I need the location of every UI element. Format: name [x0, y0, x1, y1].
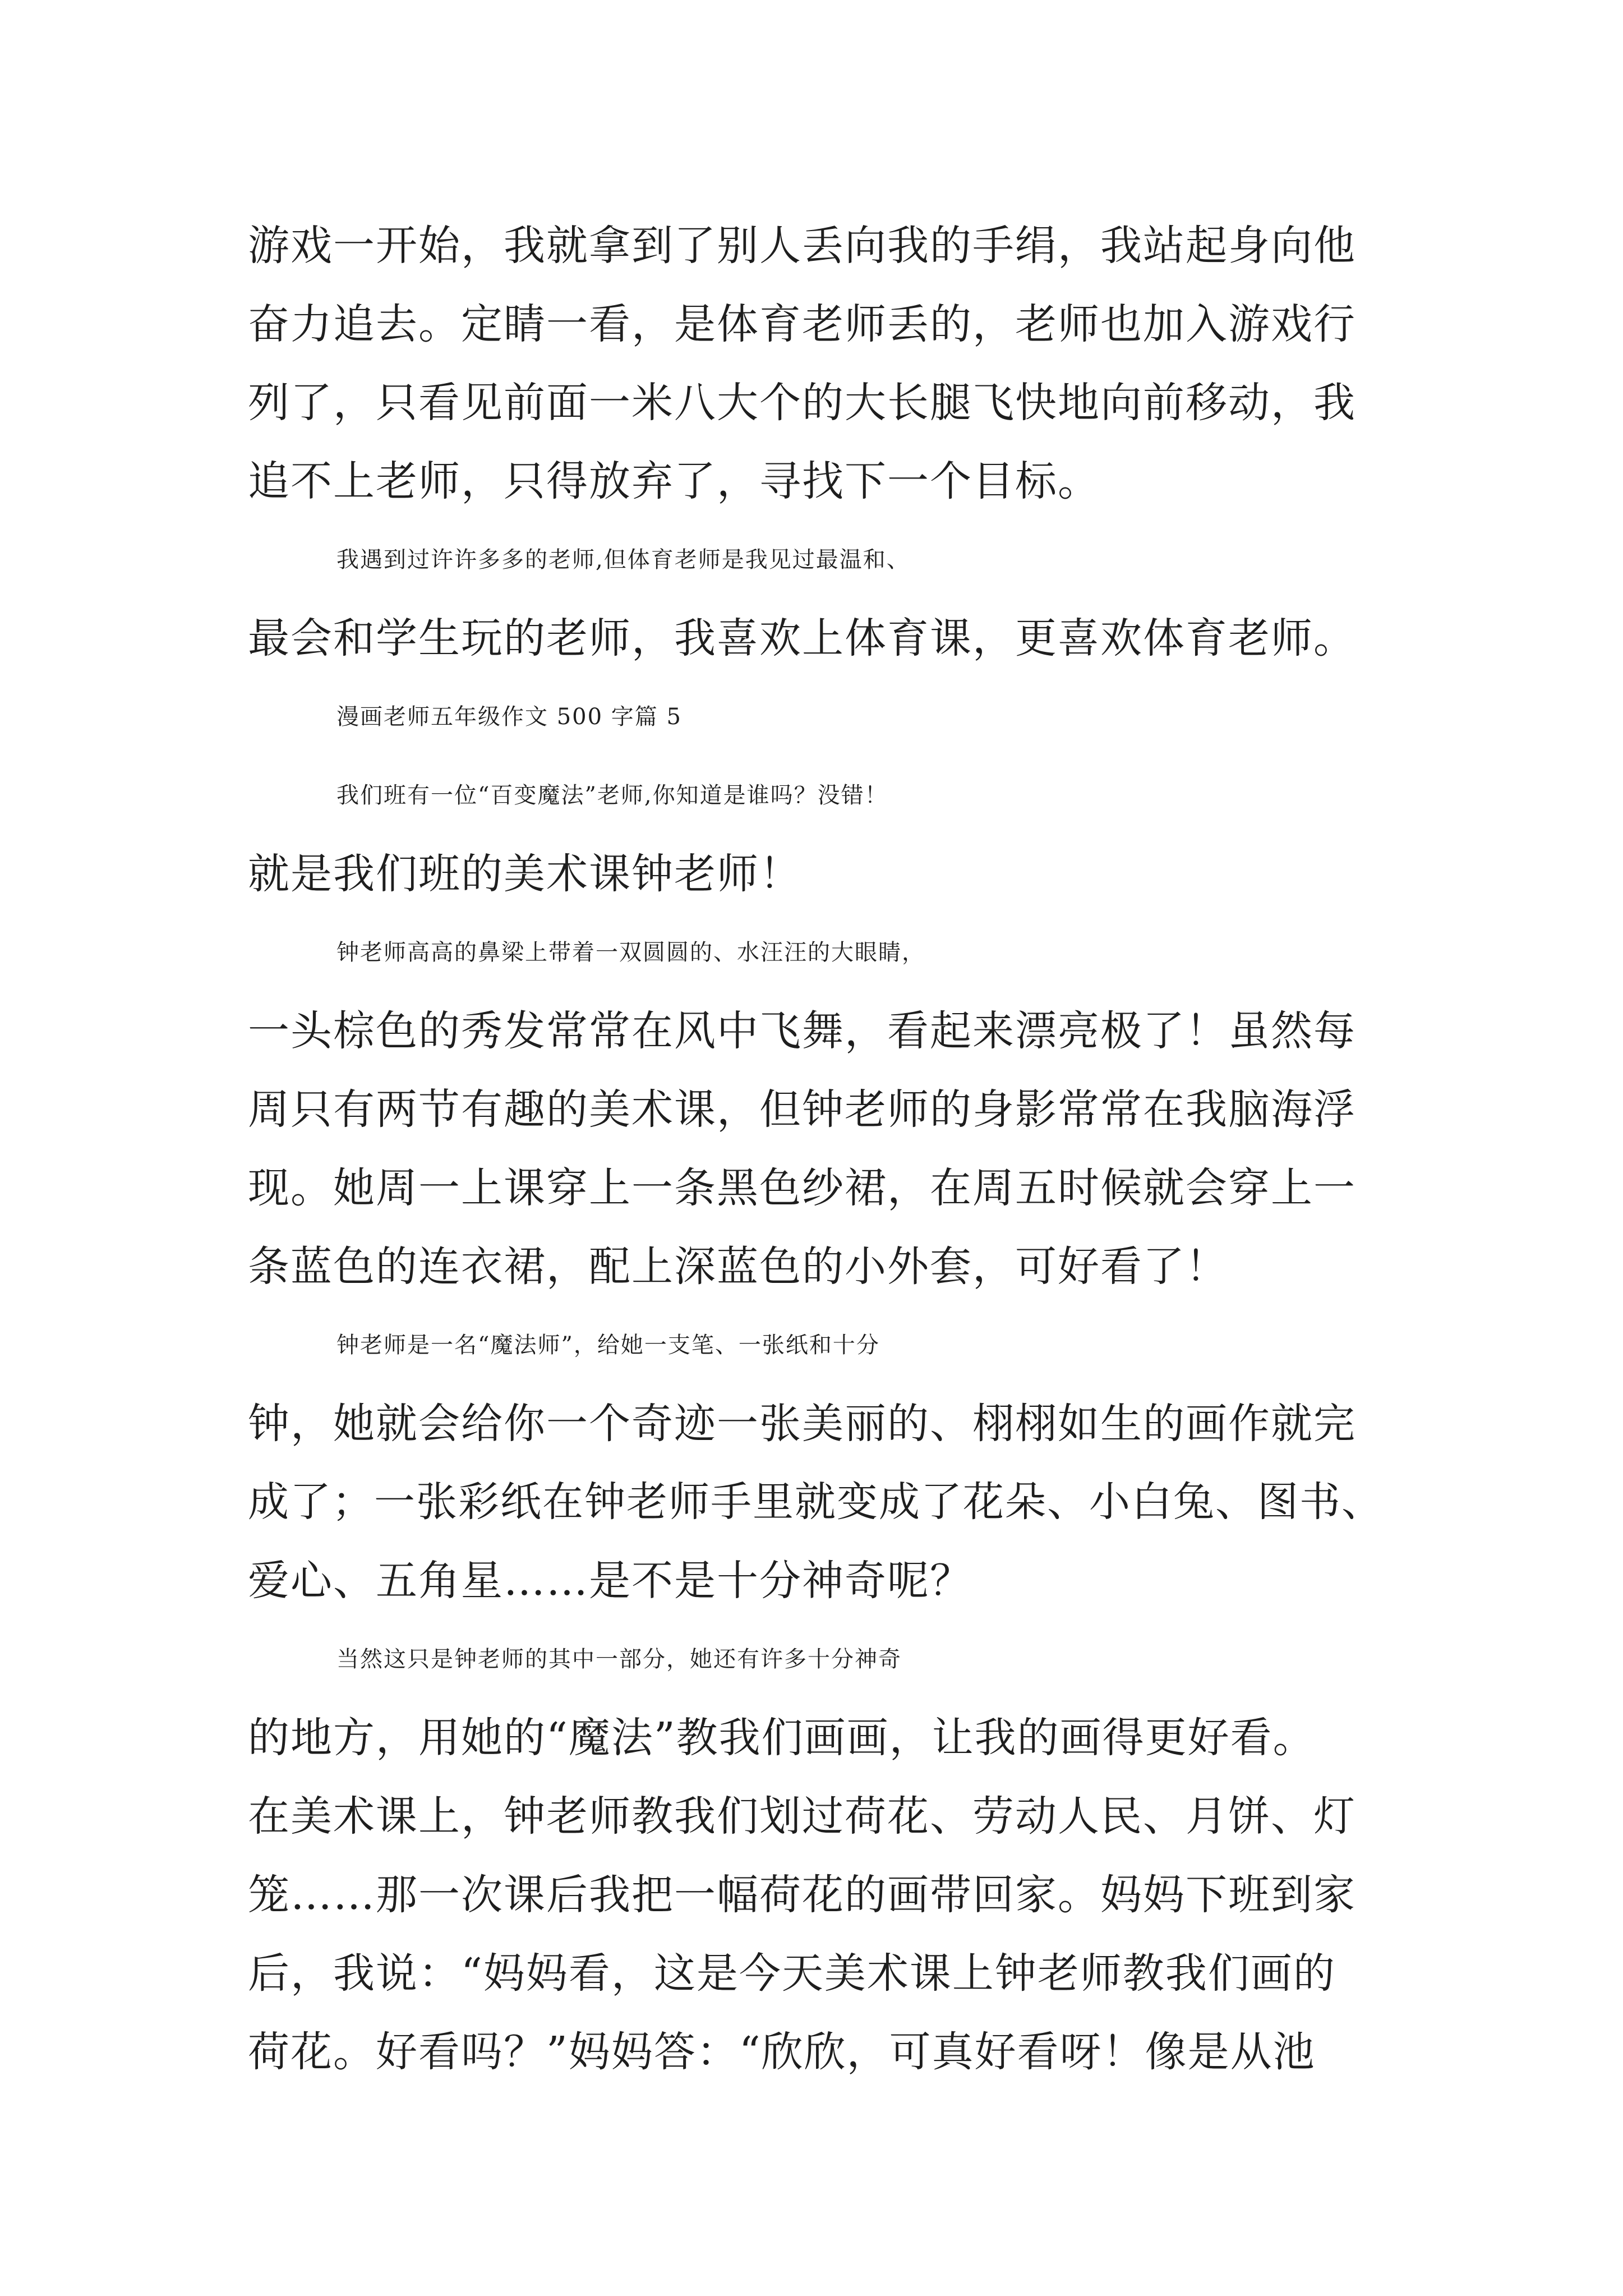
- text-line: 一头棕色的秀发常常在风中飞舞，看起来漂亮极了！虽然每: [248, 1007, 1356, 1055]
- text-line: 现。她周一上课穿上一条黑色纱裙，在周五时候就会穿上一: [248, 1164, 1356, 1212]
- text-line: 我们班有一位“百变魔法”老师,你知道是谁吗？没错！: [336, 783, 888, 808]
- text-line: 当然这只是钟老师的其中一部分，她还有许多十分神奇: [336, 1646, 902, 1672]
- text-line: 游戏一开始，我就拿到了别人丢向我的手绢，我站起身向他: [248, 222, 1356, 270]
- section-heading: 漫画老师五年级作文 500 字篇 5: [336, 704, 682, 730]
- text-line: 钟，她就会给你一个奇迹一张美丽的、栩栩如生的画作就完: [248, 1400, 1356, 1448]
- text-line: 条蓝色的连衣裙，配上深蓝色的小外套，可好看了！: [248, 1243, 1228, 1291]
- text-line: 列了，只看见前面一米八大个的大长腿飞快地向前移动，我: [248, 379, 1356, 427]
- text-line: 在美术课上，钟老师教我们划过荷花、劳动人民、月饼、灯: [248, 1792, 1356, 1841]
- text-line: 爱心、五角星……是不是十分神奇呢？: [248, 1557, 972, 1605]
- text-line: 我遇到过许许多多的老师,但体育老师是我见过最温和、: [336, 547, 910, 573]
- text-line: 就是我们班的美术课钟老师！: [248, 850, 802, 898]
- text-line: 钟老师高高的鼻梁上带着一双圆圆的、水汪汪的大眼睛，: [336, 940, 925, 965]
- text-line: 钟老师是一名“魔法师”，给她一支笔、一张纸和十分: [336, 1332, 880, 1358]
- text-line: 荷花。好看吗？”妈妈答：“欣欣，可真好看呀！像是从池: [248, 2028, 1316, 2076]
- text-line: 成了；一张彩纸在钟老师手里就变成了花朵、小白兔、图书、: [248, 1478, 1384, 1526]
- text-line: 奋力追去。定睛一看，是体育老师丢的，老师也加入游戏行: [248, 300, 1356, 348]
- text-line: 后，我说：“妈妈看，这是今天美术课上钟老师教我们画的: [248, 1949, 1336, 1998]
- text-line: 追不上老师，只得放弃了，寻找下一个目标。: [248, 457, 1100, 505]
- text-line: 笼……那一次课后我把一幅荷花的画带回家。妈妈下班到家: [248, 1871, 1356, 1919]
- text-line: 最会和学生玩的老师，我喜欢上体育课，更喜欢体育老师。: [248, 614, 1356, 662]
- text-line: 的地方，用她的“魔法”教我们画画，让我的画得更好看。: [248, 1714, 1316, 1762]
- text-line: 周只有两节有趣的美术课，但钟老师的身影常常在我脑海浮: [248, 1085, 1356, 1134]
